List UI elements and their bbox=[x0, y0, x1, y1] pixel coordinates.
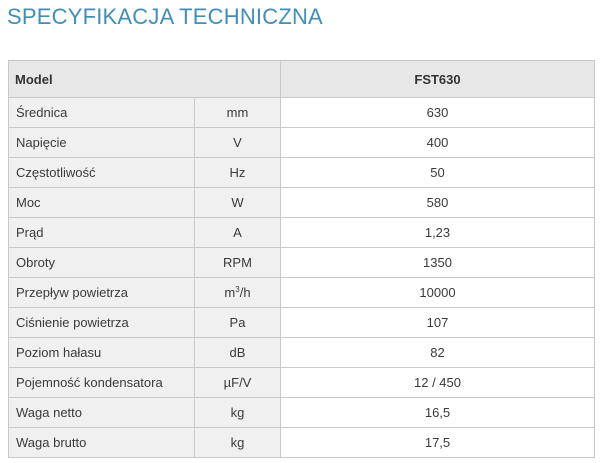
param-value: 82 bbox=[281, 338, 595, 368]
param-unit: kg bbox=[195, 398, 281, 428]
unit-superscript: 3 bbox=[235, 285, 240, 294]
table-row bbox=[9, 248, 595, 278]
param-unit: dB bbox=[195, 338, 281, 368]
param-value: 630 bbox=[281, 98, 595, 128]
param-value: 1350 bbox=[281, 248, 595, 278]
param-label: Moc bbox=[9, 188, 195, 218]
param-unit: Pa bbox=[195, 308, 281, 338]
table-row bbox=[9, 128, 595, 158]
param-unit: A bbox=[195, 218, 281, 248]
param-unit: µF/V bbox=[195, 368, 281, 398]
table-row bbox=[9, 278, 595, 308]
spec-table bbox=[8, 60, 595, 458]
param-value: 400 bbox=[281, 128, 595, 158]
param-label: Częstotliwość bbox=[9, 158, 195, 188]
table-row bbox=[9, 218, 595, 248]
table-row bbox=[9, 188, 595, 218]
param-label: Pojemność kondensatora bbox=[9, 368, 195, 398]
param-unit: kg bbox=[195, 428, 281, 458]
table-row bbox=[9, 308, 595, 338]
param-label: Poziom hałasu bbox=[9, 338, 195, 368]
param-unit: mm bbox=[195, 98, 281, 128]
table-row bbox=[9, 98, 595, 128]
param-unit: W bbox=[195, 188, 281, 218]
param-label: Napięcie bbox=[9, 128, 195, 158]
param-label: Waga brutto bbox=[9, 428, 195, 458]
param-label: Średnica bbox=[9, 98, 195, 128]
param-unit: RPM bbox=[195, 248, 281, 278]
param-label: Prąd bbox=[9, 218, 195, 248]
unit-base: m bbox=[224, 285, 236, 300]
param-label: Obroty bbox=[9, 248, 195, 278]
param-value: 1,23 bbox=[281, 218, 595, 248]
param-value: 10000 bbox=[281, 278, 595, 308]
table-row bbox=[9, 398, 595, 428]
param-unit bbox=[195, 278, 281, 308]
table-row bbox=[9, 368, 595, 398]
param-value: 580 bbox=[281, 188, 595, 218]
unit-tail: /h bbox=[239, 285, 251, 300]
header-model-label: Model bbox=[9, 61, 281, 98]
param-value: 17,5 bbox=[281, 428, 595, 458]
param-value: 107 bbox=[281, 308, 595, 338]
param-value: 50 bbox=[281, 158, 595, 188]
table-header-row bbox=[9, 61, 595, 98]
header-model-value: FST630 bbox=[281, 61, 595, 98]
table-row bbox=[9, 338, 595, 368]
param-label: Ciśnienie powietrza bbox=[9, 308, 195, 338]
param-label: Waga netto bbox=[9, 398, 195, 428]
param-unit: V bbox=[195, 128, 281, 158]
param-value: 16,5 bbox=[281, 398, 595, 428]
page-title: SPECYFIKACJA TECHNICZNA bbox=[7, 4, 323, 29]
param-value: 12 / 450 bbox=[281, 368, 595, 398]
table-row bbox=[9, 158, 595, 188]
param-unit: Hz bbox=[195, 158, 281, 188]
param-label: Przepływ powietrza bbox=[9, 278, 195, 308]
table-row bbox=[9, 428, 595, 458]
